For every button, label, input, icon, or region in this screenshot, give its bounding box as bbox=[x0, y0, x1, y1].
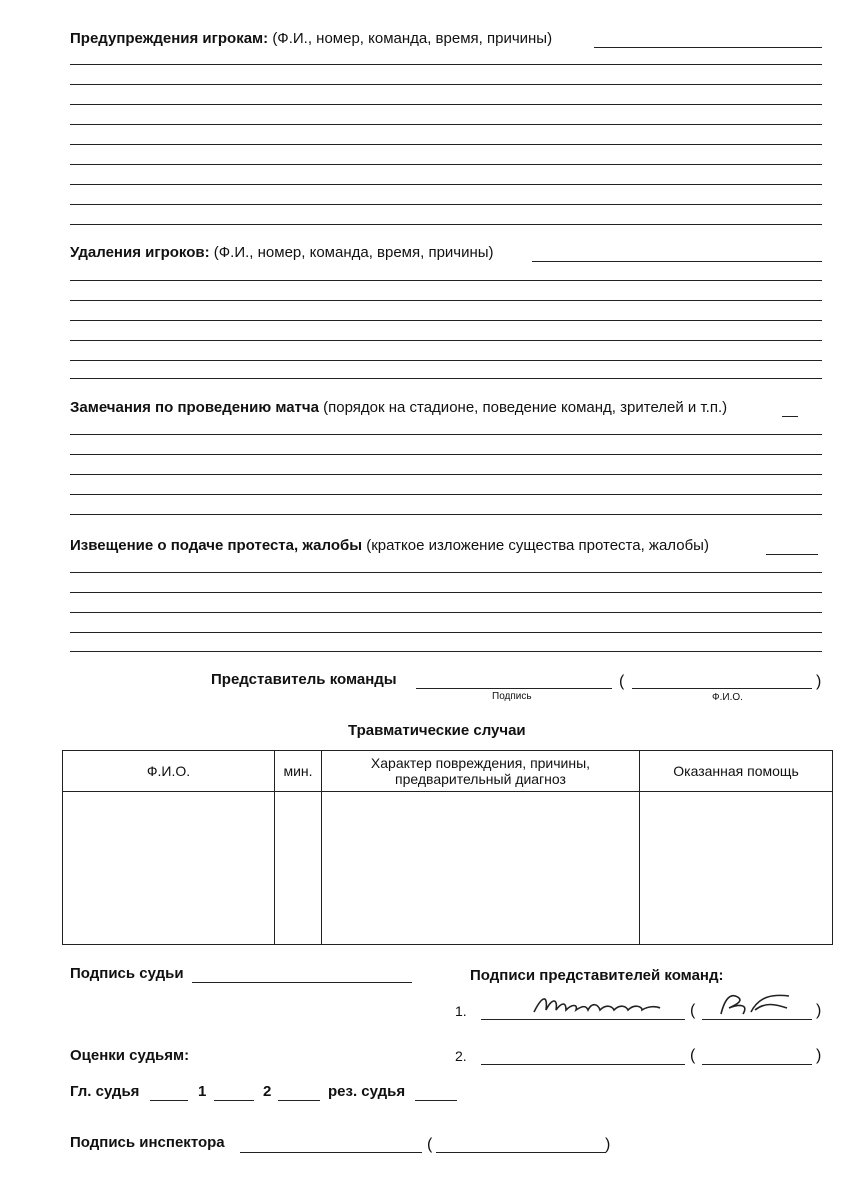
col-fio: Ф.И.О. bbox=[63, 751, 275, 792]
removals-line[interactable] bbox=[70, 378, 822, 379]
remarks-note: (порядок на стадионе, поведение команд, зрителей и т.п.) bbox=[323, 399, 728, 416]
team-rep-label: Представитель команды bbox=[211, 671, 397, 688]
reserve-referee-mark-field[interactable] bbox=[415, 1100, 457, 1101]
sig1-close-paren: ) bbox=[816, 1002, 822, 1019]
col-injury-nature-line1: Характер повреждения, причины, bbox=[370, 755, 591, 771]
sig2-number: 2. bbox=[455, 1048, 467, 1064]
chief-referee-mark-field[interactable] bbox=[150, 1100, 188, 1101]
protest-heading bbox=[70, 537, 709, 555]
warnings-line[interactable] bbox=[70, 84, 822, 85]
injuries-table bbox=[62, 750, 833, 945]
col-injury-nature bbox=[322, 751, 640, 792]
removals-title: Удаления игроков: bbox=[70, 244, 210, 261]
remarks-title: Замечания по проведению матча bbox=[70, 399, 319, 416]
inspector-open-paren: ( bbox=[427, 1136, 433, 1153]
col-injury-nature-line2: предварительный диагноз bbox=[395, 771, 566, 787]
team-rep-close-paren: ) bbox=[816, 673, 822, 690]
referee-marks-label: Оценки судьям: bbox=[70, 1047, 190, 1064]
removals-line[interactable] bbox=[70, 320, 822, 321]
ar2-mark-field[interactable] bbox=[278, 1100, 320, 1101]
remarks-line[interactable] bbox=[70, 494, 822, 495]
sig2-close-paren: ) bbox=[816, 1047, 822, 1064]
remarks-line[interactable] bbox=[70, 454, 822, 455]
inspector-name-field[interactable] bbox=[436, 1152, 606, 1153]
warnings-line[interactable] bbox=[70, 64, 822, 65]
remarks-line[interactable] bbox=[70, 514, 822, 515]
warnings-line[interactable] bbox=[70, 124, 822, 125]
team-rep-open-paren: ( bbox=[619, 673, 625, 690]
ar2-label: 2 bbox=[263, 1083, 272, 1100]
removals-line[interactable] bbox=[532, 261, 822, 262]
protest-line[interactable] bbox=[70, 632, 822, 633]
cell-help[interactable] bbox=[640, 792, 833, 945]
remarks-line[interactable] bbox=[70, 474, 822, 475]
sig2-signature-field[interactable] bbox=[481, 1064, 685, 1065]
removals-line[interactable] bbox=[70, 360, 822, 361]
table-row bbox=[63, 792, 833, 945]
team-rep-signature-caption: Подпись bbox=[492, 691, 532, 702]
injuries-title: Травматические случаи bbox=[348, 722, 526, 739]
team-rep-name-caption: Ф.И.О. bbox=[712, 692, 743, 703]
referee-signature-label: Подпись судьи bbox=[70, 965, 184, 982]
cell-min[interactable] bbox=[275, 792, 322, 945]
inspector-close-paren: ) bbox=[605, 1136, 611, 1153]
sig1-open-paren: ( bbox=[690, 1002, 696, 1019]
chief-referee-label: Гл. судья bbox=[70, 1083, 140, 1100]
injuries-header-row bbox=[63, 751, 833, 792]
handwritten-signature-1 bbox=[530, 990, 670, 1020]
protest-line[interactable] bbox=[70, 612, 822, 613]
removals-heading bbox=[70, 244, 494, 262]
removals-line[interactable] bbox=[70, 300, 822, 301]
sig1-number: 1. bbox=[455, 1003, 467, 1019]
inspector-signature-field[interactable] bbox=[240, 1152, 422, 1153]
warnings-line[interactable] bbox=[70, 224, 822, 225]
team-signatures-title: Подписи представителей команд: bbox=[470, 967, 724, 984]
remarks-heading bbox=[70, 399, 727, 417]
sig2-name-field[interactable] bbox=[702, 1064, 812, 1065]
team-rep-signature-field[interactable] bbox=[416, 688, 612, 689]
referee-signature-field[interactable] bbox=[192, 982, 412, 983]
ar1-label: 1 bbox=[198, 1083, 207, 1100]
warnings-heading bbox=[70, 30, 552, 48]
inspector-signature-label: Подпись инспектора bbox=[70, 1134, 225, 1151]
ar1-mark-field[interactable] bbox=[214, 1100, 254, 1101]
handwritten-signature-1-name bbox=[715, 990, 795, 1020]
warnings-line[interactable] bbox=[70, 144, 822, 145]
remarks-line[interactable] bbox=[70, 434, 822, 435]
team-rep-name-field[interactable] bbox=[632, 688, 812, 689]
remarks-line[interactable] bbox=[782, 416, 798, 417]
protest-line[interactable] bbox=[766, 554, 818, 555]
warnings-note: (Ф.И., номер, команда, время, причины) bbox=[272, 30, 553, 47]
col-min: мин. bbox=[275, 751, 322, 792]
warnings-title: Предупреждения игрокам: bbox=[70, 30, 269, 47]
col-help: Оказанная помощь bbox=[640, 751, 833, 792]
sig2-open-paren: ( bbox=[690, 1047, 696, 1064]
protest-line[interactable] bbox=[70, 651, 822, 652]
warnings-line[interactable] bbox=[70, 164, 822, 165]
reserve-referee-label: рез. судья bbox=[328, 1083, 406, 1100]
cell-injury-nature[interactable] bbox=[322, 792, 640, 945]
warnings-line[interactable] bbox=[594, 47, 822, 48]
protest-title: Извещение о подаче протеста, жалобы bbox=[70, 537, 363, 554]
removals-line[interactable] bbox=[70, 280, 822, 281]
warnings-line[interactable] bbox=[70, 184, 822, 185]
removals-note: (Ф.И., номер, команда, время, причины) bbox=[213, 244, 494, 261]
warnings-line[interactable] bbox=[70, 104, 822, 105]
warnings-line[interactable] bbox=[70, 204, 822, 205]
removals-line[interactable] bbox=[70, 340, 822, 341]
protest-line[interactable] bbox=[70, 572, 822, 573]
protest-note: (краткое изложение существа протеста, жалобы) bbox=[366, 537, 709, 554]
cell-fio[interactable] bbox=[63, 792, 275, 945]
protest-line[interactable] bbox=[70, 592, 822, 593]
